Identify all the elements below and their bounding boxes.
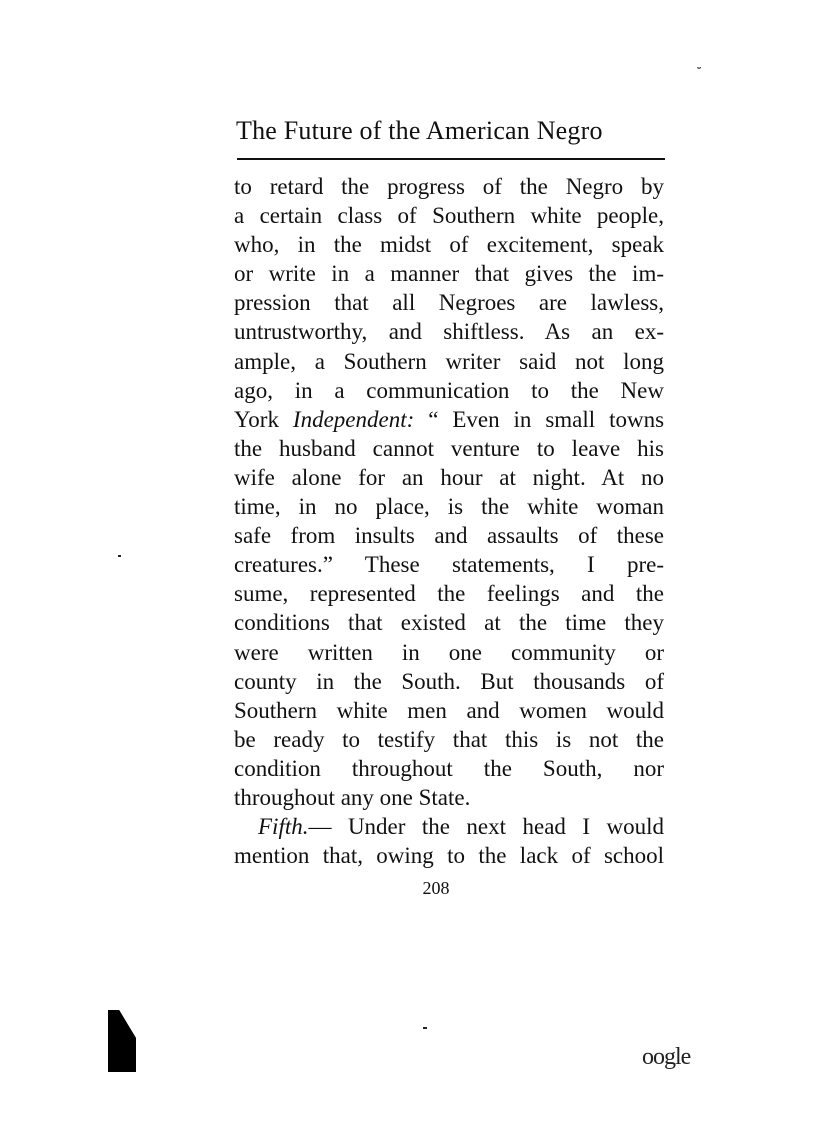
text-line: safe from insults and assaults of these	[234, 523, 664, 549]
text-line: Southern white men and women would	[234, 697, 664, 723]
york-word: York	[234, 406, 279, 432]
publication-title: Independent:	[292, 406, 415, 432]
page-number: 208	[422, 878, 450, 898]
text-line: condition throughout the South, nor	[234, 755, 664, 781]
corner-mark: ᵕ	[697, 62, 702, 77]
scan-speck	[423, 1027, 427, 1029]
scan-speck	[118, 555, 121, 557]
running-head: The Future of the American Negro	[236, 116, 603, 145]
text-line	[234, 405, 664, 434]
scan-artifact	[108, 1010, 136, 1072]
text-line: be ready to testify that this is not the	[234, 726, 664, 752]
text-line: a certain class of Southern white people,	[234, 203, 664, 229]
text-line: wife alone for an hour at night. At no	[234, 464, 664, 490]
header-rule	[237, 158, 665, 160]
text-line: or write in a manner that gives the im-	[234, 261, 664, 287]
text-line: were written in one community or	[234, 639, 664, 665]
text-line: throughout any one State.	[234, 784, 471, 810]
text-line: to retard the progress of the Negro by	[234, 174, 664, 199]
text-line: pression that all Negroes are lawless,	[234, 290, 664, 316]
body-text	[234, 172, 664, 870]
text-line: county in the South. But thousands of	[234, 668, 664, 694]
text-line: sume, represented the feelings and the	[234, 581, 664, 607]
text-line: creatures.” These statements, I pre-	[234, 552, 664, 578]
text-line: the husband cannot venture to leave his	[234, 435, 664, 461]
text-line: time, in no place, is the white woman	[234, 494, 664, 520]
text-line: ample, a Southern writer said not long	[234, 348, 664, 374]
section-label: Fifth.	[258, 814, 309, 840]
text-line: conditions that existed at the time they	[234, 610, 664, 636]
text-line	[234, 812, 664, 841]
section-text: — Under the next head I would	[308, 814, 664, 840]
watermark-text: oogle	[642, 1044, 691, 1070]
quote-start: “ Even in small towns	[428, 406, 665, 432]
text-line: mention that, owing to the lack of school	[234, 843, 664, 869]
text-line: untrustworthy, and shiftless. As an ex-	[234, 319, 664, 345]
text-line: ago, in a communication to the New	[234, 377, 664, 403]
text-line: who, in the midst of excitement, speak	[234, 232, 664, 258]
